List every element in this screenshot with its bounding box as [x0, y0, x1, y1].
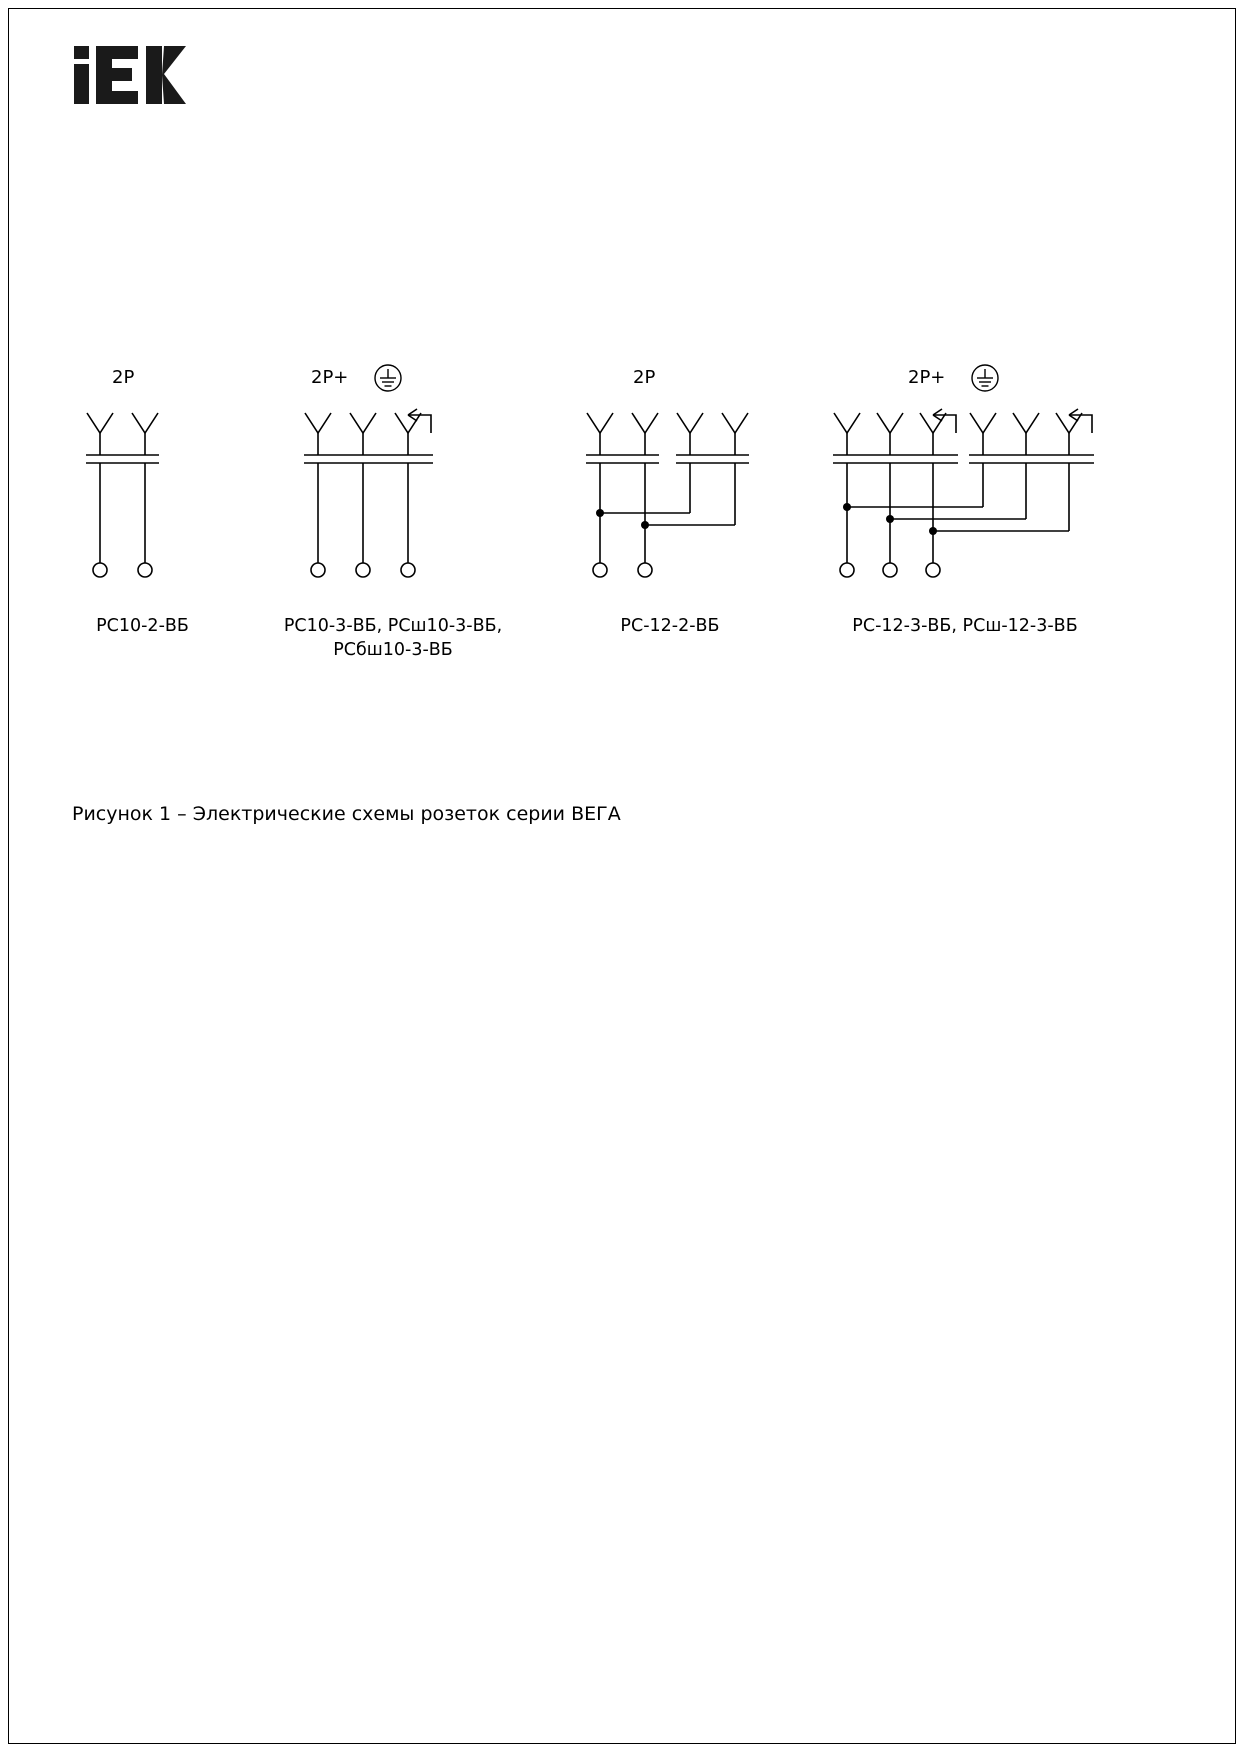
- diagram-label-rs12-3: РС-12-3-ВБ, РСш-12-3-ВБ: [852, 616, 1078, 636]
- iek-logo: [72, 42, 192, 108]
- ground-symbol-icon: [366, 361, 422, 395]
- schematic-rs12-3: [820, 395, 1110, 635]
- schematic-group: [60, 355, 1078, 675]
- diagram-label-rs10-3: [263, 615, 523, 662]
- schematic-rs10-2: [60, 395, 270, 635]
- diagram-header-2p: 2P: [112, 367, 135, 388]
- diagram-header-2p-second: 2P: [633, 367, 656, 388]
- diagram-label-rs10-3-line2: РСбш10-3-ВБ: [333, 639, 453, 660]
- diagram-label-rs10-3-line1: РС10-3-ВБ, РСш10-3-ВБ,: [283, 616, 503, 636]
- schematic-rs12-2: [560, 395, 800, 635]
- diagram-label-rs12-2: РС-12-2-ВБ: [620, 616, 720, 636]
- diagram-header-2p-plus: 2P+: [311, 367, 349, 388]
- figure-caption: Рисунок 1 – Электрические схемы розеток серии ВЕГА: [72, 803, 621, 825]
- schematic-rs10-3: [278, 395, 508, 635]
- page-border: [8, 8, 1236, 1744]
- diagram-label-rs10-2: РС10-2-ВБ: [96, 616, 189, 636]
- ground-symbol-icon-2: [963, 361, 1019, 395]
- diagram-header-2p-plus-second: 2P+: [908, 367, 946, 388]
